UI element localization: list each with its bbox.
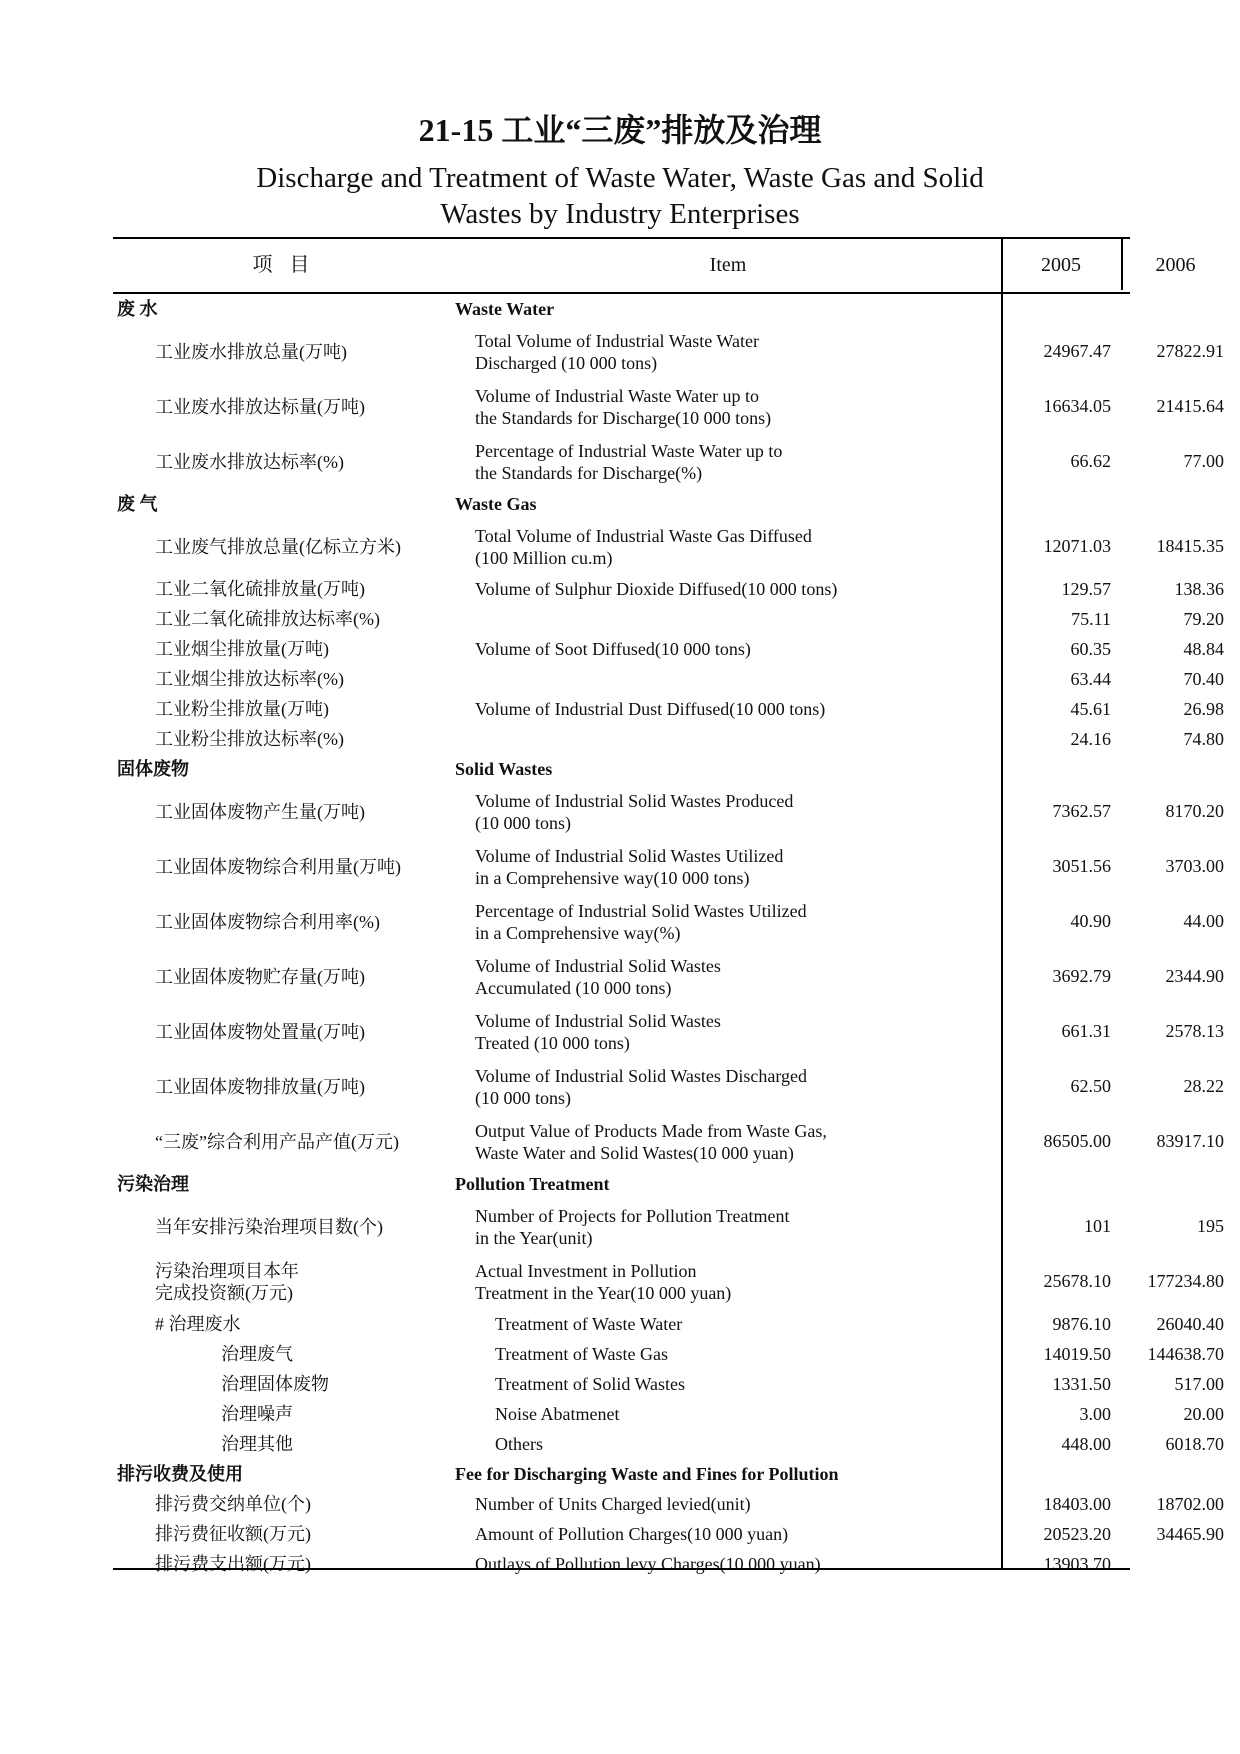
cell-item-chinese-text: 工业烟尘排放量(万吨) (155, 639, 329, 659)
cell-value-2005 (1001, 754, 1111, 784)
table-row (113, 839, 1224, 894)
cell-item-chinese (113, 1399, 455, 1429)
cell-item-chinese (113, 754, 455, 784)
cell-value-2006 (1121, 294, 1224, 324)
cell-item-chinese-text: 污染治理 (117, 1174, 189, 1194)
cell-item-english-text: Waste Water (455, 299, 555, 319)
cell-value-2006: 26040.40 (1156, 1313, 1224, 1334)
cell-item-english (455, 604, 1001, 634)
cell-item-english-text: Volume of Industrial Solid Wastes Utilized in a Comprehensive way(10 000 tons) (475, 845, 784, 888)
cell-item-english-text: Number of Units Charged levied(unit) (475, 1494, 751, 1514)
cell-item-english-text: Actual Investment in Pollution Treatment in the Year(10 000 yuan) (475, 1260, 732, 1303)
cell-item-english-text: Volume of Industrial Solid Wastes Produced (10 000 tons) (475, 790, 794, 833)
cell-item-chinese (113, 519, 455, 574)
table-row (113, 634, 1224, 664)
cell-item-chinese-text: 排污费交纳单位(个) (155, 1494, 311, 1514)
table-row (113, 1549, 1130, 1579)
cell-item-chinese (113, 1549, 455, 1579)
cell-item-chinese (113, 1004, 455, 1059)
table-row (113, 664, 1224, 694)
cell-item-english (455, 574, 1001, 604)
cell-value-2005: 40.90 (1070, 911, 1111, 931)
cell-value-2005: 661.31 (1061, 1021, 1111, 1041)
cell-value-2006: 517.00 (1174, 1373, 1224, 1394)
page-title-chinese: 21-15 工业“三废”排放及治理 (418, 112, 822, 148)
cell-item-chinese (113, 1519, 455, 1549)
cell-value-2005: 45.61 (1070, 698, 1111, 719)
table-row (113, 1309, 1224, 1339)
cell-item-chinese-text: 工业固体废物贮存量(万吨) (155, 966, 365, 987)
cell-value-2006: 74.80 (1183, 728, 1224, 749)
cell-item-english (455, 1004, 1001, 1059)
cell-item-english-text: Treatment of Solid Wastes (495, 1374, 686, 1394)
cell-item-chinese-text: 工业废水排放总量(万吨) (155, 341, 347, 362)
table-row (113, 1399, 1224, 1429)
cell-item-english (455, 634, 1001, 664)
table-row (113, 379, 1224, 434)
table-header (113, 237, 1196, 294)
cell-value-2005: 24967.47 (1043, 341, 1111, 361)
cell-item-chinese-text: 治理噪声 (221, 1404, 293, 1424)
cell-item-chinese-text: 工业固体废物综合利用率(%) (155, 911, 380, 932)
cell-value-2005: 18403.00 (1043, 1493, 1111, 1514)
header-year-2005: 2005 (1041, 254, 1081, 276)
cell-item-chinese (113, 324, 455, 379)
cell-item-english-text: Volume of Industrial Solid Wastes Treated (10 000 tons) (475, 1010, 721, 1053)
cell-item-english (455, 1254, 1001, 1309)
cell-item-chinese-text: 工业固体废物排放量(万吨) (155, 1076, 365, 1097)
cell-value-2005: 20523.20 (1043, 1523, 1111, 1544)
cell-value-2006 (1121, 1169, 1224, 1199)
cell-item-english (455, 294, 1001, 324)
cell-value-2006: 28.22 (1183, 1076, 1224, 1096)
cell-item-chinese-text: 排污费征收额(万元) (155, 1524, 311, 1544)
cell-item-chinese-text: 治理其他 (221, 1434, 293, 1454)
table-row (113, 1114, 1224, 1169)
table-bottom-rule (113, 1568, 1130, 1570)
cell-value-2006: 2344.90 (1165, 966, 1224, 986)
cell-item-english-text: Treatment of Waste Water (495, 1314, 683, 1334)
cell-item-english (455, 1399, 1001, 1429)
cell-item-chinese (113, 1489, 455, 1519)
cell-value-2005: 7362.57 (1052, 801, 1111, 821)
cell-item-english-text: Fee for Discharging Waste and Fines for Pollution (455, 1464, 839, 1484)
cell-item-english (455, 519, 1001, 574)
cell-item-english-text: Volume of Industrial Dust Diffused(10 000 tons) (475, 699, 826, 719)
cell-item-english-text: Percentage of Industrial Waste Water up to the Standards for Discharge(%) (475, 440, 783, 483)
cell-value-2005: 9876.10 (1052, 1313, 1111, 1334)
data-table (113, 237, 1224, 1579)
table-row (113, 1339, 1224, 1369)
section-row (113, 489, 1130, 519)
cell-item-english-text: Number of Projects for Pollution Treatment in the Year(unit) (475, 1205, 790, 1248)
cell-item-english (455, 724, 1001, 754)
cell-item-english (455, 694, 1001, 724)
cell-value-2005: 101 (1084, 1216, 1111, 1236)
header-item-chinese: 项 目 (252, 254, 316, 276)
cell-item-chinese (113, 839, 455, 894)
cell-value-2005: 75.11 (1071, 608, 1111, 629)
cell-value-2006: 79.20 (1183, 608, 1224, 629)
table-row (113, 1254, 1224, 1309)
cell-item-chinese (113, 1339, 455, 1369)
cell-value-2006: 195 (1197, 1216, 1224, 1236)
table-row (113, 574, 1224, 604)
cell-item-chinese-text: 工业粉尘排放量(万吨) (155, 699, 329, 719)
cell-item-chinese-text: 工业固体废物产生量(万吨) (155, 801, 365, 822)
cell-value-2005: 129.57 (1061, 578, 1111, 599)
cell-item-english (455, 489, 1001, 519)
cell-value-2005: 3.00 (1079, 1403, 1111, 1424)
cell-item-chinese (113, 1459, 455, 1489)
cell-value-2006: 8170.20 (1165, 801, 1224, 821)
cell-item-chinese (113, 949, 455, 1004)
cell-item-chinese (113, 634, 455, 664)
cell-value-2006: 26.98 (1183, 698, 1224, 719)
cell-value-2006 (1121, 754, 1224, 784)
cell-item-english (455, 1309, 1001, 1339)
cell-item-english (455, 324, 1001, 379)
cell-item-chinese-text: 工业烟尘排放达标率(%) (155, 669, 344, 689)
cell-item-chinese (113, 1369, 455, 1399)
cell-item-chinese (113, 664, 455, 694)
cell-item-chinese (113, 434, 455, 489)
cell-value-2006: 27822.91 (1156, 341, 1224, 361)
cell-item-english (455, 1199, 1001, 1254)
cell-item-chinese-text: 污染治理项目本年 完成投资额(万元) (155, 1260, 299, 1303)
cell-value-2006: 83917.10 (1156, 1131, 1224, 1151)
cell-item-english-text: Total Volume of Industrial Waste Water Discharged (10 000 tons) (475, 330, 759, 373)
table-row (113, 1059, 1224, 1114)
cell-value-2005 (1001, 1459, 1111, 1489)
cell-value-2006: 6018.70 (1165, 1433, 1224, 1454)
section-row (113, 1169, 1130, 1199)
page-title-english (200, 160, 1040, 232)
cell-item-chinese-text: # 治理废水 (155, 1314, 241, 1334)
cell-value-2005: 24.16 (1070, 728, 1111, 749)
cell-item-chinese-text: 工业二氧化硫排放达标率(%) (155, 609, 380, 629)
cell-item-english (455, 949, 1001, 1004)
cell-item-chinese-text: 排污收费及使用 (117, 1464, 243, 1484)
table-row (113, 1004, 1224, 1059)
table-row (113, 519, 1224, 574)
table-row (113, 604, 1224, 634)
cell-item-chinese-text: 当年安排污染治理项目数(个) (155, 1216, 383, 1237)
cell-value-2005: 86505.00 (1043, 1131, 1111, 1151)
cell-item-english (455, 1114, 1001, 1169)
cell-value-2006: 44.00 (1183, 911, 1224, 931)
cell-value-2005 (1001, 294, 1111, 324)
table-row (113, 1199, 1224, 1254)
cell-value-2005: 25678.10 (1043, 1271, 1111, 1291)
cell-item-chinese-text: 工业粉尘排放达标率(%) (155, 729, 344, 749)
cell-item-english (455, 1549, 1001, 1579)
cell-item-english (455, 1339, 1001, 1369)
cell-item-english (455, 784, 1001, 839)
cell-value-2006: 144638.70 (1147, 1343, 1224, 1364)
cell-item-english (455, 1059, 1001, 1114)
cell-item-chinese (113, 379, 455, 434)
table-row (113, 1429, 1224, 1459)
cell-item-chinese-text: 工业废水排放达标率(%) (155, 451, 344, 472)
cell-item-chinese (113, 1254, 455, 1309)
header-year-2006: 2006 (1155, 254, 1196, 276)
section-row (113, 294, 1130, 324)
cell-value-2006: 20.00 (1183, 1403, 1224, 1424)
cell-item-chinese (113, 1169, 455, 1199)
cell-item-chinese-text: 排污费支出额(万元) (155, 1554, 311, 1574)
cell-item-english-text: Amount of Pollution Charges(10 000 yuan) (475, 1524, 789, 1544)
cell-value-2005 (1001, 1169, 1111, 1199)
cell-item-chinese (113, 1199, 455, 1254)
cell-item-chinese-text: 工业固体废物综合利用量(万吨) (155, 856, 401, 877)
cell-item-chinese (113, 1309, 455, 1339)
cell-value-2006 (1121, 489, 1224, 519)
cell-value-2005: 14019.50 (1043, 1343, 1111, 1364)
cell-item-english-text: Volume of Sulphur Dioxide Diffused(10 000 tons) (475, 579, 838, 599)
page-title-english-line-2: Wastes by Industry Enterprises (440, 198, 800, 230)
cell-item-english-text: Percentage of Industrial Solid Wastes Utilized in a Comprehensive way(%) (475, 900, 807, 943)
cell-item-english-text: Pollution Treatment (455, 1174, 610, 1194)
cell-item-chinese (113, 604, 455, 634)
cell-item-chinese-text: 废 水 (117, 299, 158, 319)
cell-value-2006: 48.84 (1183, 638, 1224, 659)
cell-value-2005: 66.62 (1070, 451, 1111, 471)
table-row (113, 1489, 1224, 1519)
cell-item-chinese (113, 489, 455, 519)
cell-value-2005: 62.50 (1070, 1076, 1111, 1096)
header-item-english: Item (709, 254, 747, 276)
table-row (113, 1519, 1224, 1549)
cell-value-2006: 177234.80 (1147, 1271, 1224, 1291)
cell-value-2005: 60.35 (1070, 638, 1111, 659)
section-row (113, 754, 1130, 784)
cell-value-2006: 3703.00 (1165, 856, 1224, 876)
cell-item-chinese (113, 574, 455, 604)
cell-item-chinese-text: 治理固体废物 (221, 1374, 329, 1394)
cell-item-chinese (113, 894, 455, 949)
cell-value-2005: 3051.56 (1052, 856, 1111, 876)
cell-item-chinese-text: “三废”综合利用产品产值(万元) (155, 1131, 399, 1152)
cell-value-2005: 13903.70 (1043, 1553, 1111, 1574)
cell-item-chinese-text: 工业固体废物处置量(万吨) (155, 1021, 365, 1042)
cell-item-english-text: Output Value of Products Made from Waste Gas, Waste Water and Solid Wastes(10 000 yuan) (475, 1120, 827, 1163)
table-body (113, 294, 1224, 1579)
cell-item-english (455, 1459, 1001, 1489)
cell-item-english-text: Others (495, 1434, 543, 1454)
cell-item-english (455, 1369, 1001, 1399)
cell-value-2006: 138.36 (1174, 578, 1224, 599)
table-row (113, 949, 1224, 1004)
table-row (113, 1369, 1224, 1399)
table-row (113, 894, 1224, 949)
cell-item-english-text: Treatment of Waste Gas (495, 1344, 669, 1364)
cell-value-2006: 2578.13 (1165, 1021, 1224, 1041)
cell-item-english-text: Total Volume of Industrial Waste Gas Diffused (100 Million cu.m) (475, 525, 812, 568)
cell-item-chinese (113, 1429, 455, 1459)
cell-value-2006: 21415.64 (1156, 396, 1224, 416)
cell-value-2005: 12071.03 (1043, 536, 1111, 556)
cell-item-english (455, 1429, 1001, 1459)
page-title-english-line-1: Discharge and Treatment of Waste Water, Waste Gas and Solid (256, 162, 984, 194)
cell-item-english-text: Volume of Industrial Waste Water up to the Standards for Discharge(10 000 tons) (475, 385, 772, 428)
cell-item-chinese-text: 废 气 (117, 494, 158, 514)
cell-value-2006: 34465.90 (1156, 1523, 1224, 1544)
cell-value-2005: 16634.05 (1043, 396, 1111, 416)
cell-item-chinese-text: 工业二氧化硫排放量(万吨) (155, 579, 365, 599)
cell-item-chinese-text: 工业废气排放总量(亿标立方米) (155, 536, 401, 557)
cell-item-chinese (113, 784, 455, 839)
cell-value-2005 (1001, 489, 1111, 519)
section-row (113, 1459, 1130, 1489)
table-row (113, 724, 1224, 754)
cell-item-chinese (113, 724, 455, 754)
table-row (113, 324, 1224, 379)
cell-item-chinese (113, 294, 455, 324)
table-row (113, 784, 1224, 839)
cell-item-english (455, 754, 1001, 784)
cell-item-english (455, 434, 1001, 489)
cell-item-chinese-text: 工业废水排放达标量(万吨) (155, 396, 365, 417)
cell-item-english-text: Volume of Industrial Solid Wastes Accumulated (10 000 tons) (475, 955, 721, 998)
cell-item-english-text: Volume of Industrial Solid Wastes Discharged (10 000 tons) (475, 1065, 808, 1108)
table-row (113, 434, 1224, 489)
cell-value-2006 (1121, 1549, 1224, 1579)
table-row (113, 694, 1224, 724)
cell-item-chinese-text: 固体废物 (117, 759, 189, 779)
cell-item-english-text: Solid Wastes (455, 759, 553, 779)
cell-item-english (455, 664, 1001, 694)
cell-item-chinese-text: 治理废气 (221, 1344, 293, 1364)
cell-item-chinese (113, 1059, 455, 1114)
cell-value-2006: 18702.00 (1156, 1493, 1224, 1514)
cell-value-2006 (1121, 1459, 1224, 1489)
cell-item-english (455, 894, 1001, 949)
cell-value-2005: 1331.50 (1052, 1373, 1111, 1394)
cell-value-2005: 3692.79 (1052, 966, 1111, 986)
cell-item-english (455, 839, 1001, 894)
cell-item-english-text: Outlays of Pollution levy Charges(10 000 yuan) (475, 1554, 821, 1574)
cell-item-english-text: Volume of Soot Diffused(10 000 tons) (475, 639, 751, 659)
cell-item-english-text: Waste Gas (455, 494, 537, 514)
cell-value-2006: 70.40 (1183, 668, 1224, 689)
cell-item-english-text: Noise Abatmenet (495, 1404, 620, 1424)
cell-item-english (455, 1169, 1001, 1199)
cell-value-2005: 448.00 (1061, 1433, 1111, 1454)
cell-value-2006: 18415.35 (1156, 536, 1224, 556)
cell-item-english (455, 1519, 1001, 1549)
cell-item-chinese (113, 694, 455, 724)
cell-item-chinese (113, 1114, 455, 1169)
cell-item-english (455, 379, 1001, 434)
cell-item-english (455, 1489, 1001, 1519)
cell-value-2006: 77.00 (1183, 451, 1224, 471)
cell-value-2005: 63.44 (1070, 668, 1111, 689)
